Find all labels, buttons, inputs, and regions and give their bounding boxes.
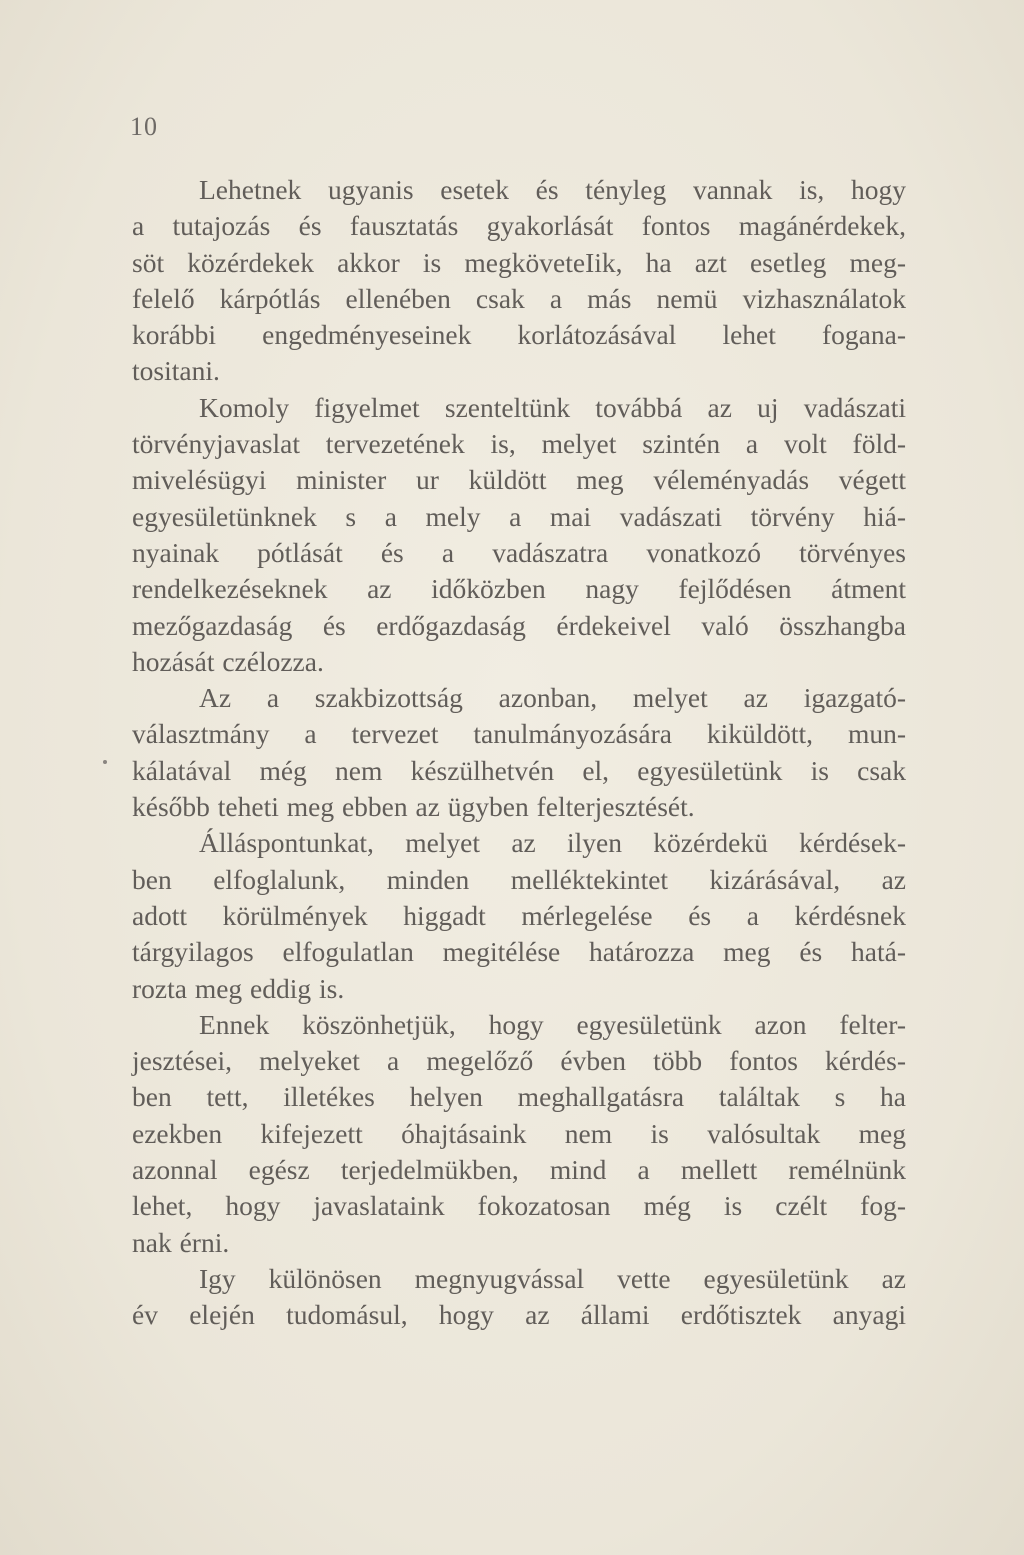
text-line: tositani.: [132, 355, 220, 387]
text-line: tárgyilagos elfogulatlan megitélése határozza meg és hatá-: [132, 936, 906, 968]
text-line: év elején tudomásul, hogy az állami erdőtisztek anyagi: [132, 1299, 906, 1331]
text-line: ben elfoglalunk, minden melléktekintet kizárásával, az: [132, 863, 906, 895]
text-line: nyainak pótlását és a vadászatra vonatkozó törvényes: [132, 536, 906, 568]
text-line: egyesületünknek s a mely a mai vadászati törvény hiá-: [132, 500, 906, 532]
text-line: Álláspontunkat, melyet az ilyen közérdekü kérdések-: [199, 827, 906, 859]
text-line: Komoly figyelmet szenteltünk továbbá az uj vadászati: [199, 391, 906, 423]
text-line: felelő kárpótlás ellenében csak a más nemü vizhasználatok: [132, 282, 906, 314]
text-line: Igy különösen megnyugvással vette egyesületünk az: [199, 1262, 906, 1294]
text-line: a tutajozás és fausztatás gyakorlását fontos magánérdekek,: [132, 210, 906, 242]
text-line: Lehetnek ugyanis esetek és tényleg vannak is, hogy: [199, 174, 906, 205]
body-text: [132, 172, 906, 1334]
text-line: hozását czélozza.: [132, 645, 324, 677]
text-line: kálatával még nem készülhetvén el, egyesületünk is csak: [132, 754, 906, 786]
text-line: lehet, hogy javaslataink fokozatosan még is czélt fog-: [132, 1190, 906, 1222]
text-line: azonnal egész terjedelmükben, mind a mellett remélnünk: [132, 1154, 906, 1186]
text-line: adott körülmények higgadt mérlegelése és a kérdésnek: [132, 899, 906, 931]
text-line: jesztései, melyeket a megelőző évben több fontos kérdés-: [132, 1045, 906, 1077]
text-line: törvényjavaslat tervezetének is, melyet szintén a volt föld-: [132, 428, 906, 460]
text-line: mivelésügyi minister ur küldött meg véleményadás végett: [132, 464, 906, 496]
text-line: választmány a tervezet tanulmányozására kiküldött, mun-: [132, 718, 906, 750]
page-number: 10: [130, 112, 158, 141]
text-line: rozta meg eddig is.: [132, 972, 345, 1004]
text-line: söt közérdekek akkor is megköveteIik, ha azt esetleg meg-: [132, 246, 906, 278]
text-line: korábbi engedményeseinek korlátozásával lehet fogana-: [132, 319, 906, 351]
text-line: ezekben kifejezett óhajtásaink nem is valósultak meg: [132, 1117, 906, 1149]
text-line: mezőgazdaság és erdőgazdaság érdekeivel való összhangba: [132, 609, 906, 641]
text-line: rendelkezéseknek az időközben nagy fejlődésen átment: [132, 573, 906, 605]
margin-speck: [103, 760, 107, 764]
text-line: Az a szakbizottság azonban, melyet az igazgató-: [199, 682, 906, 714]
text-line: később teheti meg ebben az ügyben felterjesztését.: [132, 791, 695, 823]
text-line: nak érni.: [132, 1226, 230, 1258]
text-line: Ennek köszönhetjük, hogy egyesületünk azon felter-: [199, 1008, 906, 1040]
text-line: ben tett, illetékes helyen meghallgatásra találtak s ha: [132, 1081, 906, 1113]
